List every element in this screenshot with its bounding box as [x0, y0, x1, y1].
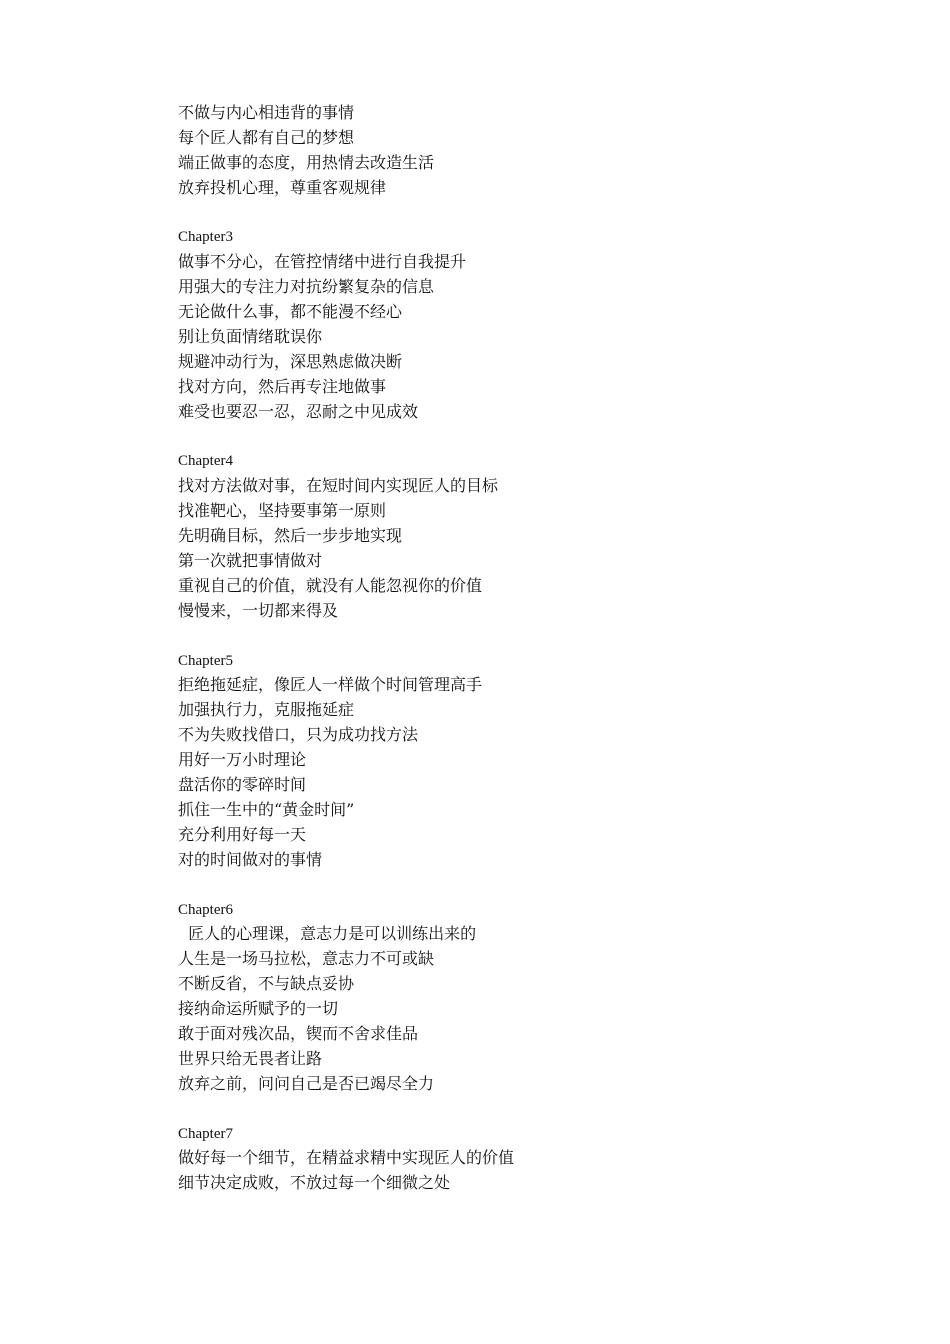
document-page — [178, 101, 878, 1196]
text-line: 细节决定成败，不放过每一个细微之处 — [178, 1173, 451, 1193]
text-line: 慢慢来，一切都来得及 — [178, 600, 339, 620]
text-line: 找准靶心，坚持要事第一原则 — [178, 501, 387, 521]
text-line: 重视自己的价值，就没有人能忽视你的价值 — [178, 575, 483, 595]
text-line: 世界只给无畏者让路 — [178, 1048, 323, 1068]
text-line: 找对方向，然后再专注地做事 — [178, 376, 387, 396]
text-line: 充分利用好每一天 — [178, 824, 307, 844]
chapter-4-block — [178, 449, 878, 623]
text-line: 接纳命运所赋予的一切 — [178, 999, 339, 1019]
text-line: 做事不分心，在管控情绪中进行自我提升 — [178, 252, 467, 272]
text-line: 无论做什么事，都不能漫不经心 — [178, 302, 403, 322]
chapter-heading: Chapter3 — [178, 229, 233, 246]
text-line: 拒绝拖延症，像匠人一样做个时间管理高手 — [178, 675, 483, 695]
chapter-7-block — [178, 1122, 878, 1197]
text-line: 做好每一个细节，在精益求精中实现匠人的价值 — [178, 1148, 515, 1168]
text-line: 加强执行力，克服拖延症 — [178, 700, 355, 720]
chapter-3-block — [178, 225, 878, 424]
chapter-heading: Chapter4 — [178, 453, 233, 470]
text-line: 每个匠人都有自己的梦想 — [178, 127, 355, 147]
text-line: 不做与内心相违背的事情 — [178, 103, 355, 122]
intro-block — [178, 101, 878, 201]
text-line: 敢于面对残次品，锲而不舍求佳品 — [178, 1023, 419, 1043]
text-line: 找对方法做对事，在短时间内实现匠人的目标 — [178, 476, 499, 496]
text-line: 第一次就把事情做对 — [178, 551, 323, 571]
chapter-6-block — [178, 898, 878, 1097]
text-line: 盘活你的零碎时间 — [178, 775, 307, 795]
text-line: 难受也要忍一忍，忍耐之中见成效 — [178, 401, 419, 421]
text-line: 先明确目标，然后一步步地实现 — [178, 526, 403, 546]
text-line: 别让负面情绪耽误你 — [178, 327, 323, 347]
text-line: 端正做事的态度，用热情去改造生活 — [178, 152, 435, 172]
text-line: 对的时间做对的事情 — [178, 849, 323, 869]
chapter-heading: Chapter7 — [178, 1125, 233, 1142]
chapter-heading: Chapter5 — [178, 652, 233, 669]
chapter-heading: Chapter6 — [178, 901, 233, 918]
text-line: 人生是一场马拉松，意志力不可或缺 — [178, 949, 435, 969]
text-line: 规避冲动行为，深思熟虑做决断 — [178, 351, 403, 371]
text-line: 放弃之前，问问自己是否已竭尽全力 — [178, 1073, 435, 1093]
text-line: 用强大的专注力对抗纷繁复杂的信息 — [178, 277, 435, 297]
text-line: 用好一万小时理论 — [178, 750, 307, 770]
text-line: 放弃投机心理，尊重客观规律 — [178, 177, 387, 197]
text-line: 匠人的心理课，意志力是可以训练出来的 — [178, 924, 477, 944]
text-line: 不为失败找借口，只为成功找方法 — [178, 725, 419, 745]
text-line: 不断反省，不与缺点妥协 — [178, 974, 355, 994]
chapter-5-block — [178, 649, 878, 873]
text-line: 抓住一生中的“黄金时间” — [178, 799, 355, 819]
